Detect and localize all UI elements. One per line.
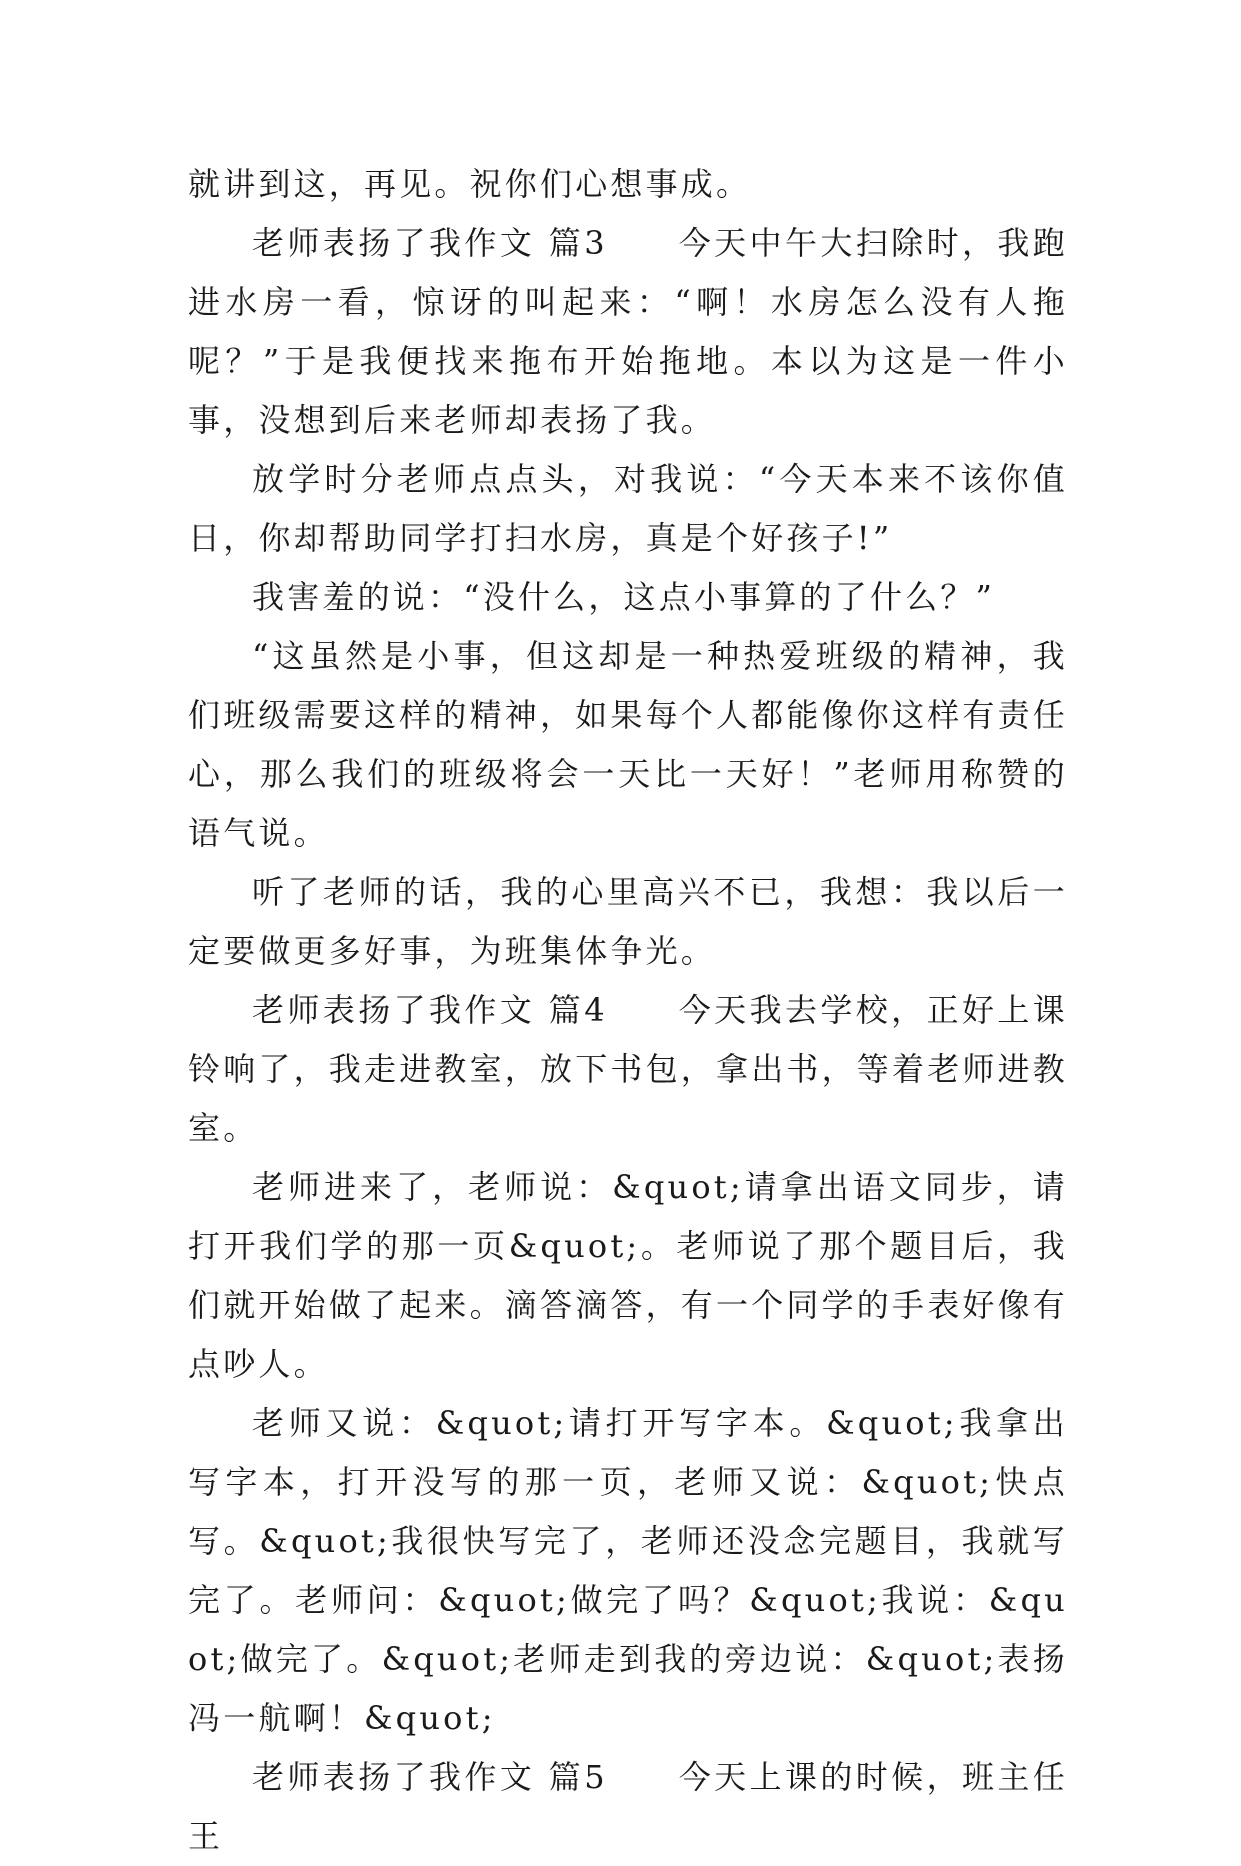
paragraph: 老师又说：&quot;请打开写字本。&quot;我拿出写字本，打开没写的那一页，老师又说：&quot;快点写。&quot;我很快写完了，老师还没念完题目，我就写完了。老师问：&quot;做完了吗？&quot;我说：&quot;做完了。&quot;老师走到我的旁边说：&quot;表扬冯一航啊！&quot; bbox=[188, 1404, 1068, 1737]
paragraph: 老师表扬了我作文 篇3 今天中午大扫除时，我跑进水房一看，惊讶的叫起来：“啊！水房怎么没有人拖呢？”于是我便找来拖布开始拖地。本以为这是一件小事，没想到后来老师却表扬了我。 bbox=[188, 224, 1068, 439]
paragraph: 老师表扬了我作文 篇5 今天上课的时候，班主任王 bbox=[188, 1758, 1068, 1855]
paragraph: 老师进来了，老师说：&quot;请拿出语文同步，请打开我们学的那一页&quot;。老师说了那个题目后，我们就开始做了起来。滴答滴答，有一个同学的手表好像有点吵人。 bbox=[188, 1168, 1069, 1383]
paragraph: 就讲到这，再见。祝你们心想事成。 bbox=[188, 165, 752, 203]
paragraph: 听了老师的话，我的心里高兴不已，我想：我以后一定要做更多好事，为班集体争光。 bbox=[188, 873, 1068, 970]
document-page bbox=[188, 155, 1068, 1866]
paragraph: “这虽然是小事，但这却是一种热爱班级的精神，我们班级需要这样的精神，如果每个人都能像你这样有责任心，那么我们的班级将会一天比一天好！”老师用称赞的语气说。 bbox=[188, 637, 1069, 852]
paragraph: 我害羞的说：“没什么，这点小事算的了什么？” bbox=[252, 578, 996, 616]
paragraph: 老师表扬了我作文 篇4 今天我去学校，正好上课铃响了，我走进教室，放下书包，拿出书，等着老师进教室。 bbox=[188, 991, 1069, 1147]
paragraph: 放学时分老师点点头，对我说：“今天本来不该你值日，你却帮助同学打扫水房，真是个好孩子!” bbox=[188, 460, 1068, 557]
